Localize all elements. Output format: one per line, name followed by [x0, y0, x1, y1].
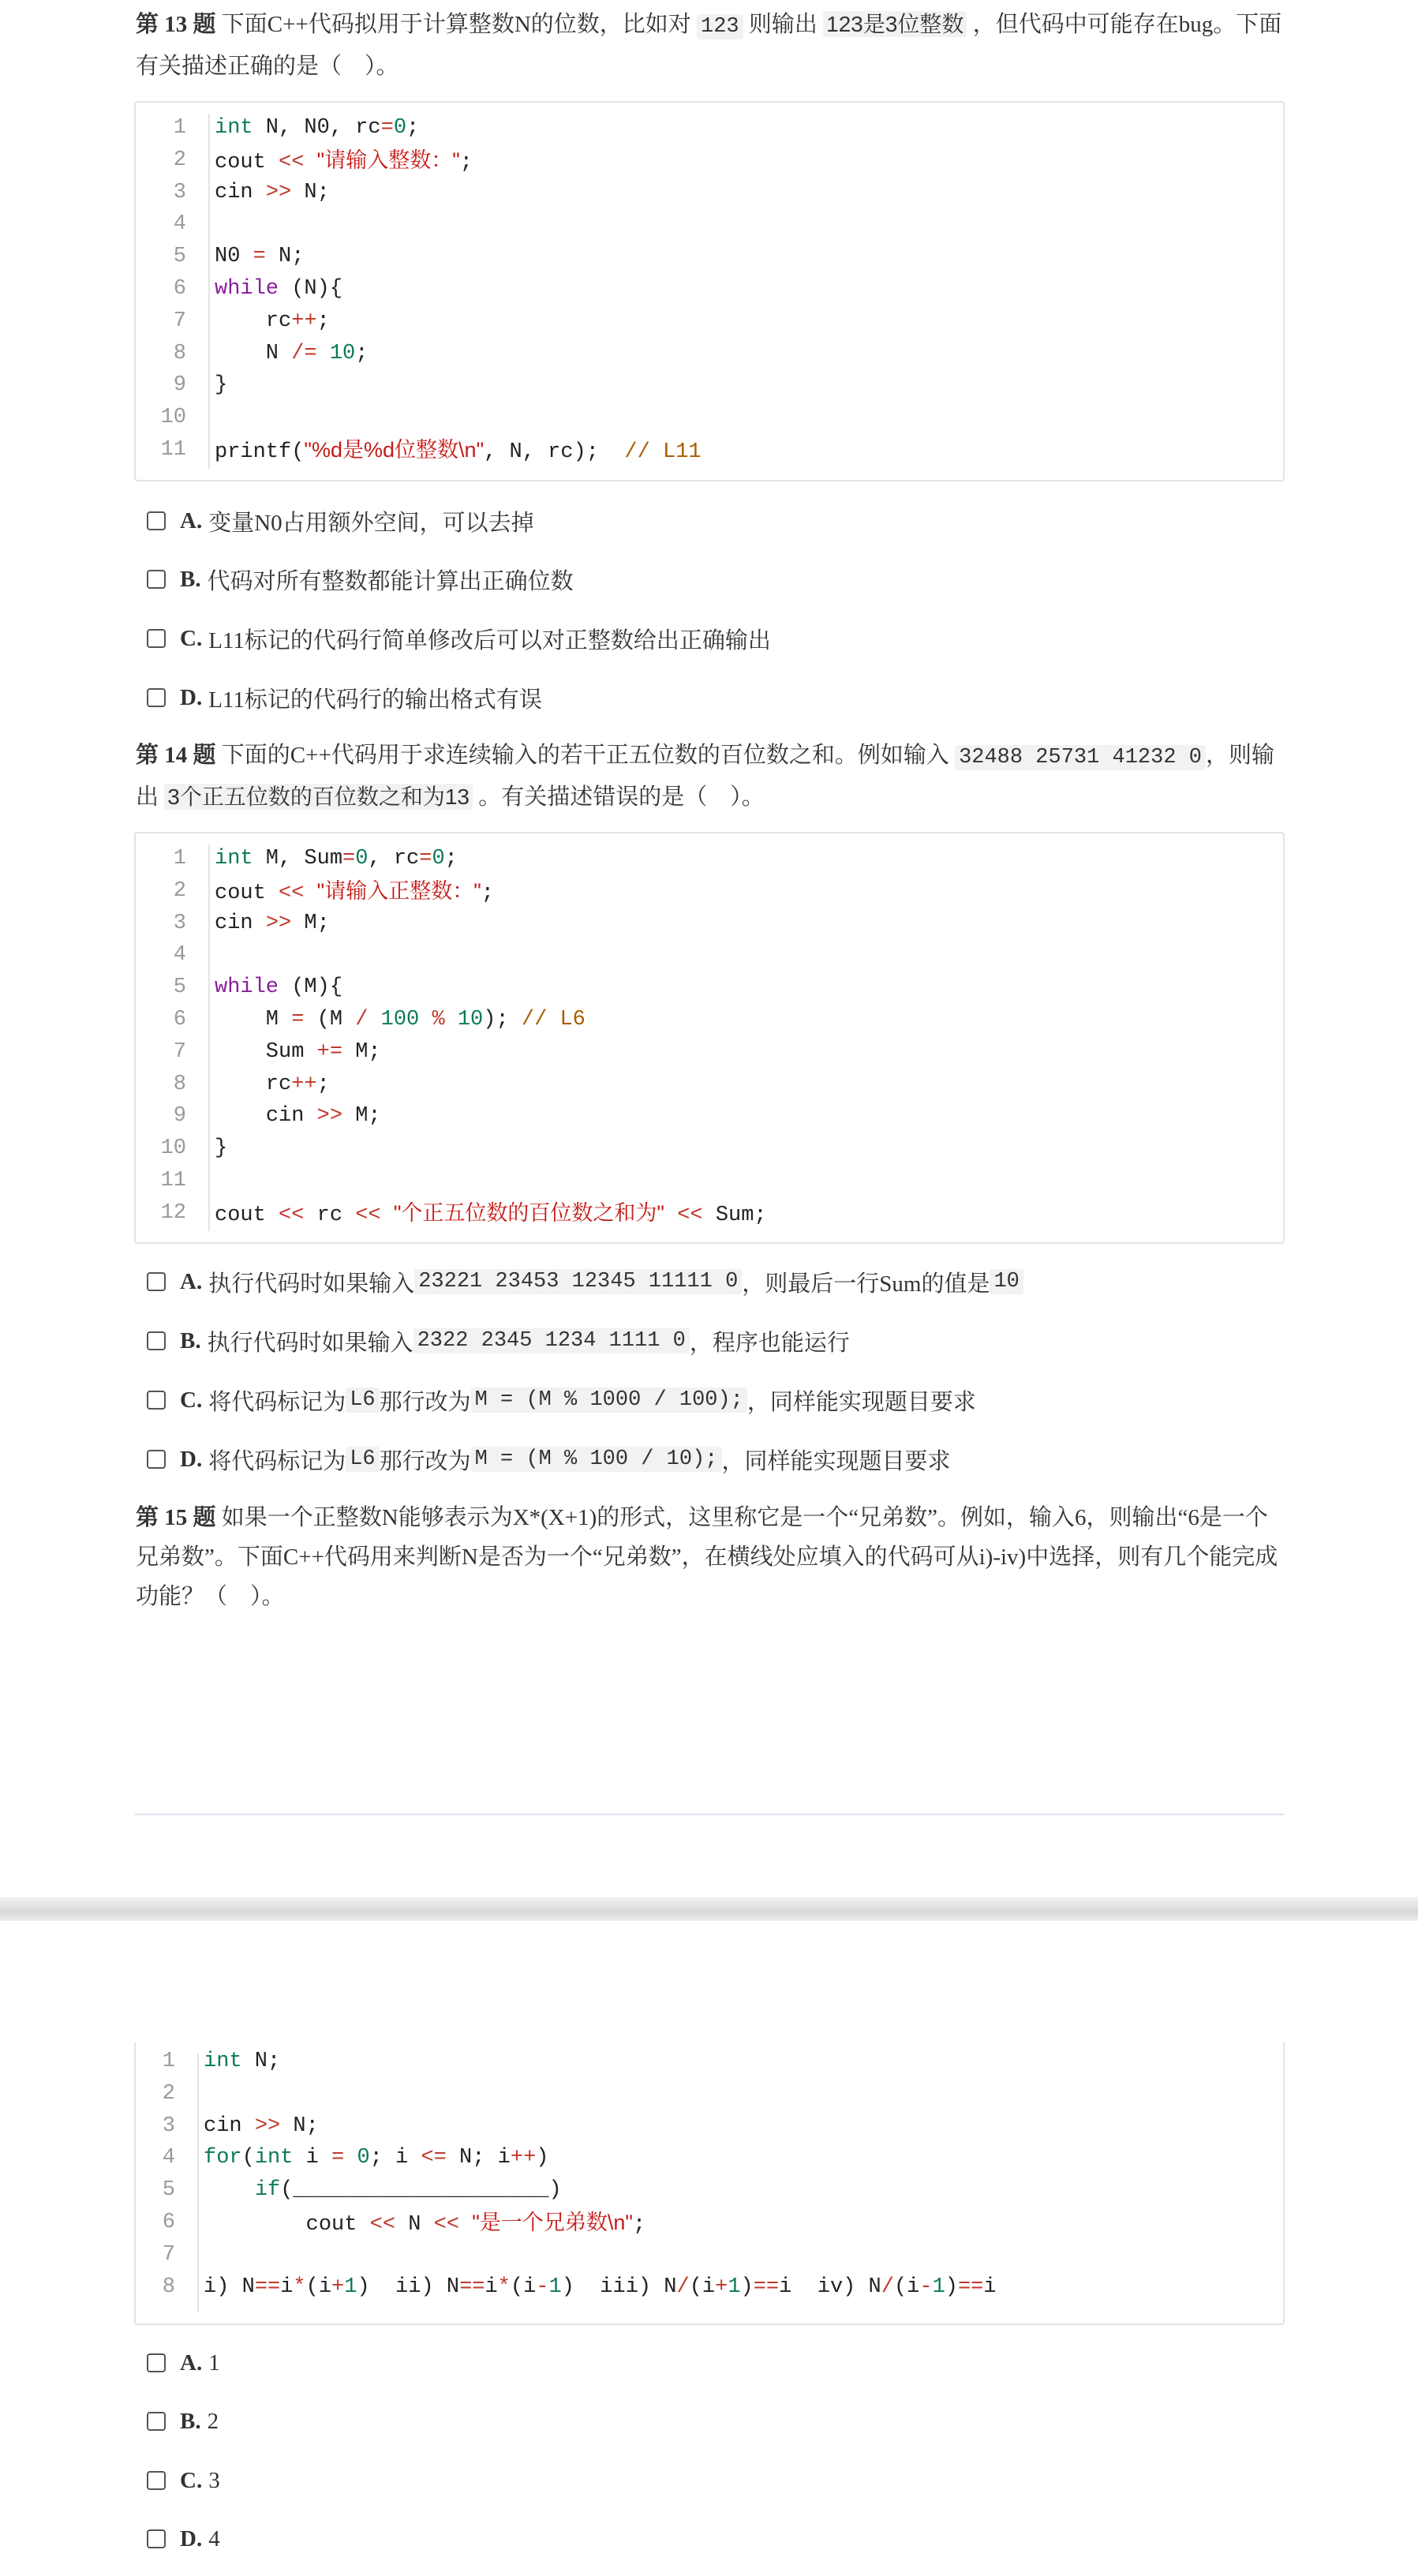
q13-inline-code-b: 123是3位整数 [823, 11, 967, 37]
code-line [136, 208, 1283, 241]
q14-option-a[interactable] [147, 1266, 1023, 1297]
code-text: N0 = N; [215, 245, 305, 269]
option-letter: A. [180, 1268, 203, 1294]
q13-option-c[interactable] [147, 623, 771, 654]
q15-option-c[interactable] [147, 2465, 220, 2496]
code-text: int M, Sum=0, rc=0; [215, 847, 458, 871]
code-line [136, 2207, 1283, 2239]
page-divider [134, 1814, 1285, 1815]
code-line [136, 177, 1283, 209]
code-text: cout << N << "是一个兄弟数\n"; [305, 2211, 646, 2237]
option-letter: A. [180, 507, 203, 534]
q13-prompt [136, 5, 1285, 86]
q15-prompt [136, 1498, 1285, 1616]
q13-text-a: 下面C++代码拟用于计算整数N的位数，比如对 [215, 12, 698, 37]
q13-text-b: 则输出 [743, 12, 824, 37]
option-letter: C. [180, 1387, 203, 1413]
option-inline-code: 2322 2345 1234 1111 0 [413, 1328, 690, 1354]
code-text: i) N==i*(i+1) ii) N==i*(i-1) iii) N/(i+1)==i iv) N/(i-1)==i [204, 2275, 997, 2299]
option-text: 那行改为 [379, 1448, 471, 1474]
line-number: 6 [173, 277, 186, 301]
code-line [136, 1165, 1283, 1197]
line-number: 1 [173, 847, 186, 871]
q13-inline-code-a: 123 [697, 14, 743, 39]
checkbox[interactable] [147, 2471, 166, 2490]
code-line [136, 2110, 1283, 2143]
q13-option-b[interactable] [147, 564, 574, 595]
code-line [136, 112, 1283, 144]
q14-text-c: 。有关描述错误的是（ ）。 [472, 784, 765, 810]
option-text: 1 [208, 2349, 220, 2376]
line-number: 12 [160, 1200, 186, 1225]
checkbox[interactable] [147, 1331, 166, 1350]
code-line [136, 2078, 1283, 2110]
code-line [136, 875, 1283, 908]
code-text: int N; [204, 2050, 281, 2073]
line-number: 9 [173, 373, 186, 398]
checkbox[interactable] [147, 2353, 166, 2372]
q14-text-a: 下面的C++代码用于求连续输入的若干正五位数的百位数之和。例如输入 [215, 743, 956, 768]
q15-code-block [134, 2042, 1285, 2325]
line-number: 2 [173, 148, 186, 172]
q14-inline-code-a: 32488 25731 41232 0 [955, 745, 1206, 770]
code-line [136, 402, 1283, 434]
code-text: cin >> N; [204, 2114, 319, 2138]
option-inline-code: 10 [990, 1269, 1023, 1294]
code-line [136, 2271, 1283, 2304]
checkbox[interactable] [147, 2412, 166, 2431]
option-text: 执行代码时如果输入 [208, 1271, 415, 1297]
code-line [136, 1133, 1283, 1165]
line-number: 4 [173, 212, 186, 237]
option-text: ，则最后一行Sum的值是 [742, 1271, 990, 1297]
line-number: 3 [162, 2114, 175, 2138]
line-number: 10 [160, 1136, 186, 1161]
code-text: cin >> M; [265, 1104, 381, 1129]
option-inline-code: M = (M % 1000 / 100); [471, 1387, 747, 1413]
code-line [136, 241, 1283, 273]
option-inline-code: L6 [346, 1447, 379, 1472]
line-number: 2 [173, 878, 186, 903]
code-line [136, 1197, 1283, 1230]
code-text: N /= 10; [215, 341, 369, 365]
option-text: ，同样能实现题目要求 [746, 1389, 976, 1415]
q13-text-c: ，但代码中可能存在bug。下面有关描述正确的是（ ）。 [136, 12, 1282, 79]
option-letter: C. [180, 625, 203, 651]
q13-option-a[interactable] [147, 505, 534, 537]
option-text: 4 [208, 2525, 220, 2552]
code-line [136, 2142, 1283, 2174]
line-number: 6 [173, 1008, 186, 1032]
option-text: 变量N0占用额外空间，可以去掉 [208, 510, 534, 536]
page-2 [0, 1921, 1418, 2576]
line-number: 11 [160, 1169, 186, 1193]
checkbox[interactable] [147, 570, 166, 589]
option-letter: D. [180, 1446, 203, 1472]
q14-title: 第 14 题 [136, 743, 216, 768]
code-text: printf("%d是%d位整数\n", N, rc); // L11 [215, 438, 702, 464]
code-text: cin >> N; [215, 180, 330, 204]
q14-option-c[interactable] [147, 1384, 976, 1416]
line-number: 4 [162, 2146, 175, 2170]
code-text: } [215, 1136, 228, 1161]
q14-text-b: ，则输出 [136, 743, 1274, 810]
line-number: 1 [173, 116, 186, 140]
code-text: cout << rc << "个正五位数的百位数之和为" << Sum; [215, 1200, 767, 1227]
code-text: if(____________________) [254, 2178, 562, 2203]
checkbox[interactable] [147, 688, 166, 707]
code-line [136, 434, 1283, 466]
option-text: L11标记的代码行简单修改后可以对正整数给出正确输出 [208, 627, 771, 653]
line-number: 7 [173, 1039, 186, 1064]
option-text: 将代码标记为 [208, 1389, 346, 1415]
code-line [136, 305, 1283, 338]
line-number: 9 [173, 1104, 186, 1129]
line-number: 8 [173, 1072, 186, 1096]
option-letter: D. [180, 684, 203, 710]
line-number: 4 [173, 943, 186, 968]
page-break [0, 1897, 1418, 1921]
option-inline-code: M = (M % 100 / 10); [471, 1447, 722, 1472]
option-text: 2 [207, 2408, 219, 2434]
code-text: cin >> M; [215, 911, 330, 935]
code-line [136, 2239, 1283, 2271]
code-line [136, 843, 1283, 875]
q13-title: 第 13 题 [136, 12, 216, 37]
option-text: L11标记的代码行的输出格式有误 [208, 687, 542, 713]
line-number: 8 [173, 341, 186, 365]
line-number: 3 [173, 180, 186, 204]
checkbox[interactable] [147, 629, 166, 648]
checkbox[interactable] [147, 1450, 166, 1469]
code-line [136, 369, 1283, 402]
line-number: 5 [162, 2178, 175, 2203]
q14-inline-code-b: 3个正五位数的百位数之和为13 [164, 784, 473, 810]
checkbox[interactable] [147, 1391, 166, 1410]
option-text: 3 [208, 2467, 220, 2493]
line-number: 5 [173, 245, 186, 269]
q15-option-b[interactable] [147, 2406, 219, 2437]
code-line [136, 1004, 1283, 1036]
q14-code-block [134, 832, 1285, 1244]
option-inline-code: L6 [346, 1387, 379, 1413]
line-number: 11 [160, 438, 186, 462]
code-line [136, 338, 1283, 370]
line-number: 7 [173, 309, 186, 333]
code-line [136, 1100, 1283, 1133]
code-line [136, 2046, 1283, 2078]
q15-option-a[interactable] [147, 2347, 220, 2379]
code-text: cout << "请输入整数："; [215, 148, 473, 174]
q15-title: 第 15 题 [136, 1505, 216, 1530]
q13-code-block [134, 101, 1285, 481]
code-line [136, 1069, 1283, 1101]
code-line [136, 2174, 1283, 2207]
line-number: 1 [162, 2050, 175, 2073]
q15-text: 如果一个正整数N能够表示为X*(X+1)的形式，这里称它是一个“兄弟数”。例如，输入6，则输出“6是一个兄弟数”。下面C++代码用来判断N是否为一个“兄弟数”，在横线处应填入的代码可从i)-iv)中选择，则有几个能完成功能？（ ）。 [136, 1505, 1278, 1609]
code-text: rc++; [215, 309, 330, 333]
option-text: 代码对所有整数都能计算出正确位数 [207, 568, 574, 594]
q14-option-d[interactable] [147, 1443, 951, 1475]
code-line [136, 273, 1283, 305]
q14-option-b[interactable] [147, 1325, 850, 1357]
option-inline-code: 23221 23453 12345 11111 0 [414, 1269, 742, 1294]
option-text: 执行代码时如果输入 [207, 1330, 413, 1356]
option-letter: B. [180, 566, 201, 592]
option-text: ，同样能实现题目要求 [721, 1448, 951, 1474]
line-number: 7 [162, 2242, 175, 2267]
code-text: rc++; [215, 1072, 330, 1096]
code-text: while (N){ [215, 277, 343, 301]
line-number: 8 [162, 2275, 175, 2299]
option-letter: A. [180, 2349, 203, 2376]
code-text: Sum += M; [215, 1039, 381, 1064]
line-number: 5 [173, 975, 186, 1000]
code-line [136, 908, 1283, 940]
line-number: 10 [160, 406, 186, 430]
code-text: while (M){ [215, 975, 343, 1000]
code-line [136, 939, 1283, 972]
code-text: M = (M / 100 % 10); // L6 [215, 1008, 586, 1032]
checkbox[interactable] [147, 1272, 166, 1291]
code-line [136, 1036, 1283, 1069]
q14-prompt [136, 736, 1285, 817]
option-letter: B. [180, 1327, 201, 1354]
code-text: } [215, 373, 228, 398]
code-text: int N, N0, rc=0; [215, 116, 420, 140]
checkbox[interactable] [147, 511, 166, 530]
line-number: 6 [162, 2211, 175, 2234]
code-line [136, 972, 1283, 1004]
option-letter: D. [180, 2525, 203, 2552]
line-number: 2 [162, 2081, 175, 2106]
option-text: ，程序也能运行 [689, 1330, 850, 1356]
code-line [136, 144, 1283, 177]
q13-option-d[interactable] [147, 682, 542, 713]
option-text: 那行改为 [379, 1389, 471, 1415]
option-text: 将代码标记为 [208, 1448, 346, 1474]
code-text: for(int i = 0; i <= N; i++) [204, 2146, 549, 2170]
checkbox[interactable] [147, 2529, 166, 2548]
option-letter: C. [180, 2467, 203, 2493]
line-number: 3 [173, 911, 186, 935]
option-letter: B. [180, 2408, 201, 2434]
q15-option-d[interactable] [147, 2523, 220, 2555]
code-text: cout << "请输入正整数："; [215, 878, 494, 905]
